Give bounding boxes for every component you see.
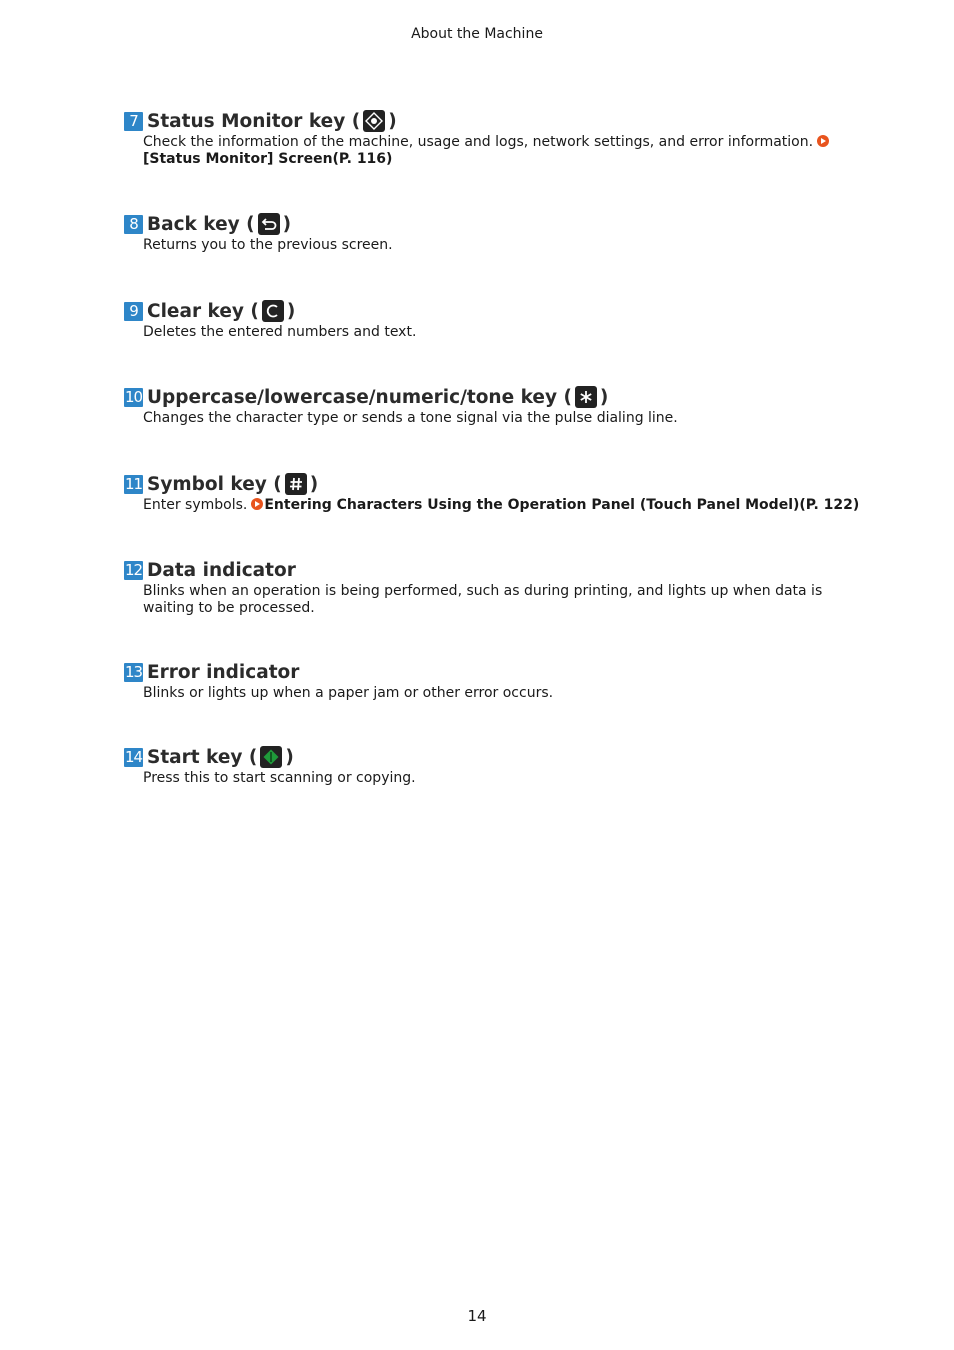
section-status-monitor-key: [124, 109, 874, 168]
start-diamond-icon: [260, 746, 282, 768]
section-title: Start key (: [147, 746, 258, 768]
section-title: Symbol key (: [147, 473, 282, 495]
link-arrow-icon: [817, 135, 829, 147]
section-number-badge: 9: [124, 302, 143, 321]
section-number-badge: 11: [124, 475, 143, 493]
section-body: [143, 237, 874, 254]
section-body: [143, 134, 874, 168]
section-heading: [124, 472, 874, 496]
section-body: [143, 770, 874, 787]
section-title: Uppercase/lowercase/numeric/tone key (: [147, 386, 572, 408]
section-heading: [124, 212, 874, 236]
clear-c-icon: [262, 300, 284, 322]
section-text: Changes the character type or sends a tone signal via the pulse dialing line.: [143, 410, 678, 426]
section-text: Returns you to the previous screen.: [143, 237, 393, 253]
section-title-close: ): [309, 473, 319, 495]
section-number-badge: 7: [124, 112, 143, 131]
section-heading: [124, 745, 874, 769]
running-header: About the Machine: [411, 26, 543, 42]
section-title: Clear key (: [147, 300, 259, 322]
section-body: [143, 685, 874, 702]
section-error-indicator: [124, 660, 874, 702]
section-number-badge: 12: [124, 561, 143, 579]
section-title-close: ): [388, 110, 397, 132]
section-text: Deletes the entered numbers and text.: [143, 324, 417, 340]
section-title-close: ): [286, 300, 296, 322]
section-heading: [124, 660, 874, 684]
entering-characters-link[interactable]: Entering Characters Using the Operation Panel (Touch Panel Model)(P. 122): [264, 497, 860, 513]
asterisk-icon: [575, 386, 597, 408]
section-body: [143, 583, 874, 617]
section-heading: [124, 109, 874, 133]
back-arrow-icon: [258, 213, 280, 235]
section-heading: [124, 558, 874, 582]
section-text: Blinks when an operation is being performed, such as during printing, and lights up when data is waiting to be processed.: [143, 583, 823, 616]
section-number-badge: 8: [124, 215, 143, 234]
section-symbol-key: [124, 472, 874, 514]
section-heading: [124, 385, 874, 409]
status-monitor-screen-link[interactable]: [Status Monitor] Screen(P. 116): [143, 151, 393, 167]
section-number-badge: 10: [124, 388, 143, 406]
section-body: [143, 324, 874, 341]
section-clear-key: [124, 299, 874, 341]
page-number: 14: [467, 1307, 487, 1325]
section-text: Blinks or lights up when a paper jam or other error occurs.: [143, 685, 554, 701]
section-title: Error indicator: [147, 661, 300, 683]
section-start-key: [124, 745, 874, 787]
section-back-key: [124, 212, 874, 254]
section-uppercase-lowercase-numeric-tone-key: [124, 385, 874, 427]
section-data-indicator: [124, 558, 874, 617]
section-number-badge: 13: [124, 663, 143, 681]
section-body: [143, 410, 874, 427]
section-text: Enter symbols.: [143, 497, 248, 513]
section-number-badge: 14: [124, 748, 143, 766]
section-title: Back key (: [147, 213, 255, 235]
section-title: Data indicator: [147, 559, 296, 581]
link-arrow-icon: [251, 498, 263, 510]
hash-icon: [285, 473, 307, 495]
section-title-close: ): [599, 386, 609, 408]
section-heading: [124, 299, 874, 323]
section-text: Check the information of the machine, usage and logs, network settings, and error information.: [143, 134, 814, 150]
section-body: [143, 497, 874, 514]
section-title-close: ): [282, 213, 292, 235]
section-title-close: ): [285, 746, 294, 768]
section-text: Press this to start scanning or copying.: [143, 770, 416, 786]
section-title: Status Monitor key (: [147, 110, 361, 132]
status-monitor-icon: [363, 110, 385, 132]
